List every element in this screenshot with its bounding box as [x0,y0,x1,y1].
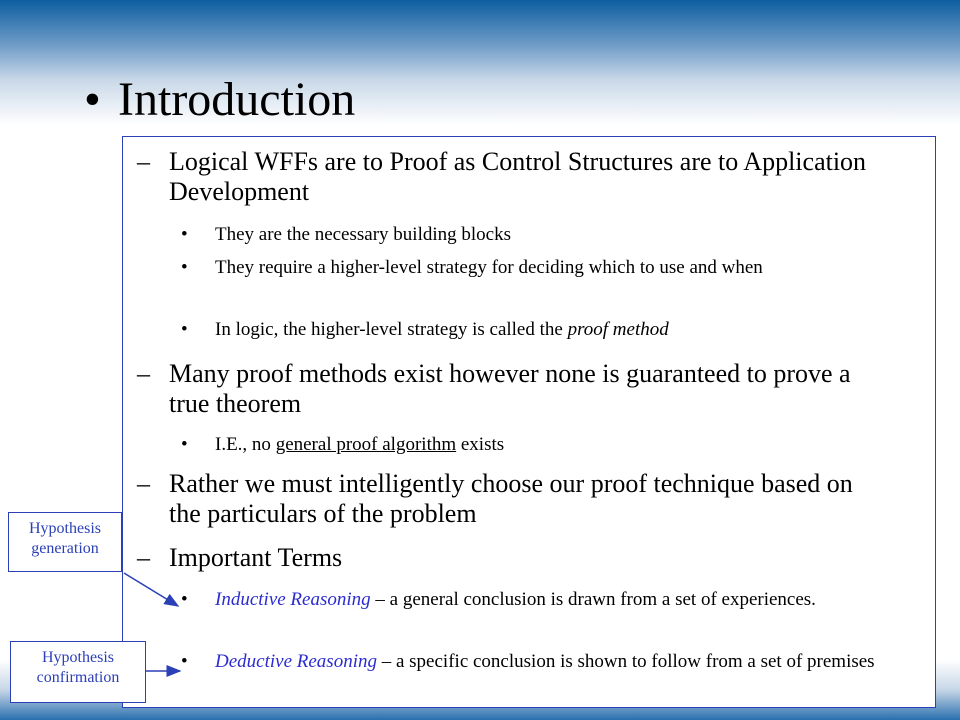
callout-line: generation [31,540,99,557]
title-bullet: • [84,73,101,126]
general-proof-algorithm-term: general proof algorithm [275,434,457,455]
sub-text-lead: In logic, the higher-level strategy is called the [215,319,568,340]
sub-bullet: • [181,651,188,672]
sub-bullet: • [181,319,188,340]
sub-text-tail: exists [456,434,505,455]
sub-text: They require a higher-level strategy for deciding which to use and when [215,257,763,278]
item-dash: – [137,147,150,176]
sub-bullet: • [181,257,188,278]
item-dash: – [137,359,150,388]
item-text: Rather we must intelligently choose our proof technique based on the particulars of the problem [169,469,853,528]
callout-hypothesis-confirmation [10,641,146,703]
item-text: Many proof methods exist however none is guaranteed to prove a true theorem [169,359,851,418]
callout-line: confirmation [36,669,120,686]
sub-text-tail: – a general conclusion is drawn from a set of experiences. [370,589,816,610]
item-text: Important Terms [169,543,343,572]
item-dash: – [137,543,150,572]
sub-bullet: • [181,224,188,245]
deductive-reasoning-term: Deductive Reasoning [215,651,377,672]
inductive-reasoning-term: Inductive Reasoning [215,589,371,610]
sub-bullet: • [181,589,188,610]
item-dash: – [137,469,150,498]
callout-hypothesis-generation [8,512,122,572]
proof-method-term: proof method [567,319,669,340]
callout-line: Hypothesis [42,649,114,666]
title-text: Introduction [118,73,356,126]
callout-line: Hypothesis [29,520,101,537]
generation-arrow [124,573,178,606]
sub-text: They are the necessary building blocks [215,224,511,245]
sub-text-tail: – a specific conclusion is shown to follow from a set of premises [376,651,875,672]
sub-bullet: • [181,434,188,455]
item-text: Logical WFFs are to Proof as Control Structures are to Application Development [169,147,867,206]
sub-text-lead: I.E., no [215,434,276,455]
